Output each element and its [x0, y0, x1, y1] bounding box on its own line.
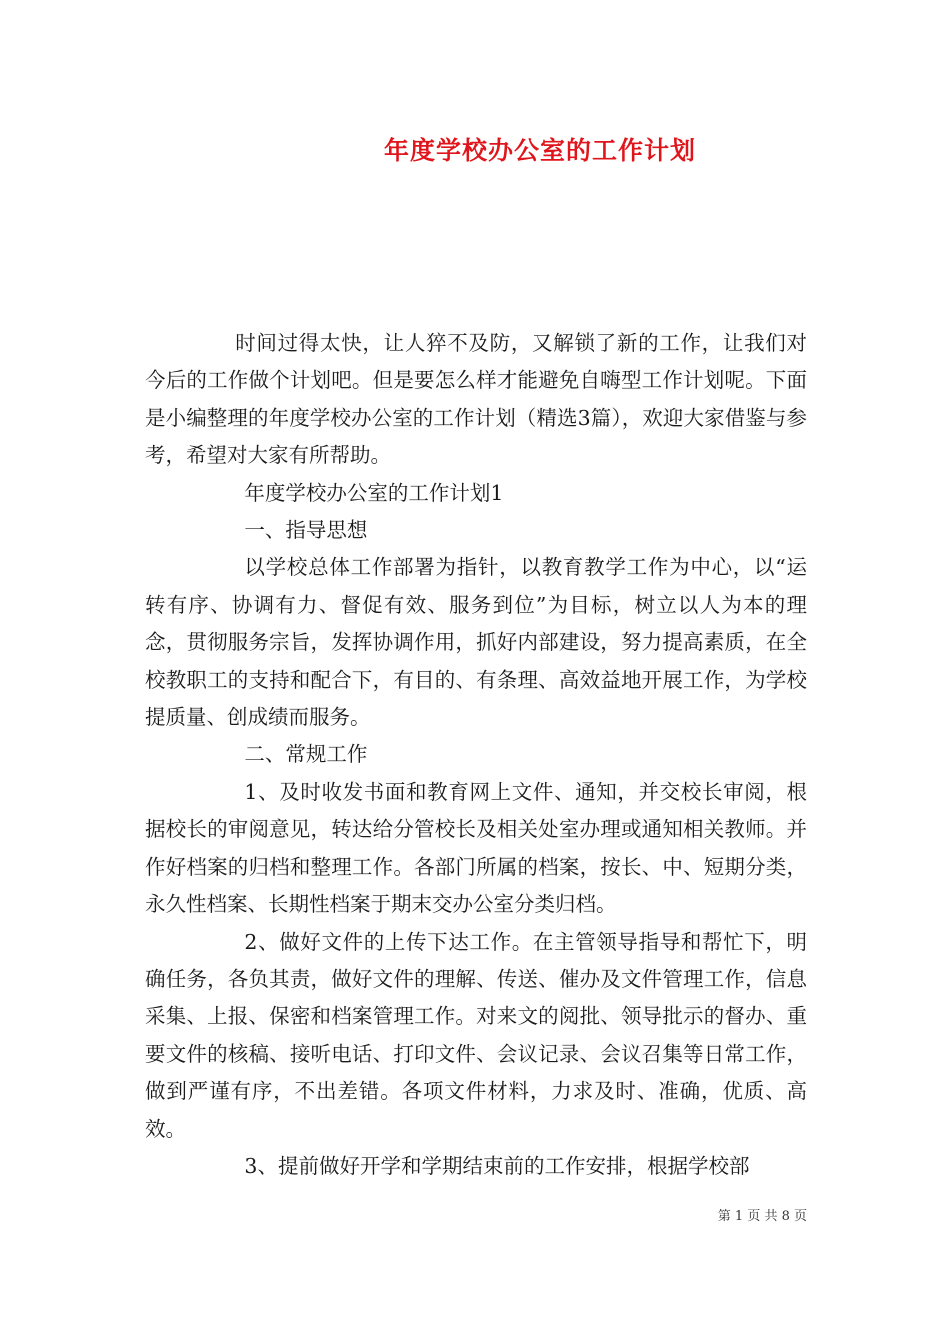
page-footer: 第 1 页 共 8 页	[717, 1209, 807, 1224]
subsection-heading: 一、指导思想	[244, 518, 368, 543]
body-paragraph: 以学校总体工作部署为指针，以教育教学工作为中心，以“运转有序、协调有力、督促有效、服务到位”为目标，树立以人为本的理念，贯彻服务宗旨，发挥协调作用，抓好内部建设，努力提高素质，在全校教职工的支持和配合下，有目的、有条理、高效益地开展工作，为学校提质量、创成绩而服务。	[145, 555, 807, 730]
body-paragraph: 2、做好文件的上传下达工作。在主管领导指导和帮忙下，明确任务，各负其责，做好文件的理解、传送、催办及文件管理工作，信息采集、上报、保密和档案管理工作。对来文的阅批、领导批示的督办、重要文件的核稿、接听电话、打印文件、会议记录、会议召集等日常工作，做到严谨有序，不出差错。各项文件材料，力求及时、准确，优质、高效。	[145, 929, 807, 1141]
document-title: 年度学校办公室的工作计划	[383, 136, 696, 165]
document-body	[145, 325, 807, 1185]
section-heading: 年度学校办公室的工作计划1	[244, 480, 504, 505]
body-paragraph: 1、及时收发书面和教育网上文件、通知，并交校长审阅，根据校长的审阅意见，转达给分管校长及相关处室办理或通知相关教师。并作好档案的归档和整理工作。各部门所属的档案，按长、中、短期分类，永久性档案、长期性档案于期末交办公室分类归档。	[145, 779, 807, 917]
intro-paragraph: 时间过得太快，让人猝不及防，又解锁了新的工作，让我们对今后的工作做个计划吧。但是要怎么样才能避免自嗨型工作计划呢。下面是小编整理的年度学校办公室的工作计划（精选3篇），欢迎大家借鉴与参考，希望对大家有所帮助。	[145, 331, 807, 468]
subsection-heading: 二、常规工作	[244, 742, 368, 767]
body-paragraph: 3、提前做好开学和学期结束前的工作安排，根据学校部	[244, 1153, 750, 1178]
